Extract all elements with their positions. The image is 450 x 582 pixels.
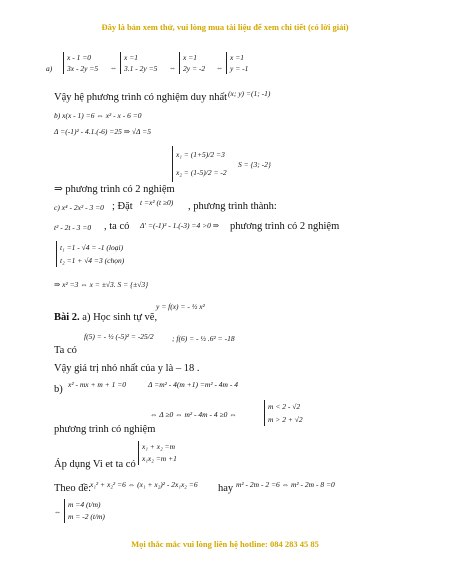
equivalence-arrow: ⇔ (216, 64, 223, 72)
bai2-theo-math: x₁² + x₂² =6 ⇔ (x₁ + x₂)² - 2x₁x₂ =6 (90, 480, 198, 489)
part-b-line-2: Δ =(-1)² - 4.1.(-6) =25 ⇒ √Δ =5 (54, 127, 151, 136)
part-c-equation: c) x⁴ - 2x² - 3 =0 (54, 203, 104, 212)
part-b-line-1: b) x(x - 1) =6 ⇔ x² - x - 6 =0 (54, 111, 142, 120)
final-arrow: ⇔ (54, 508, 61, 516)
bai2-part-b-label: b) (54, 384, 63, 395)
part-c-two-roots: phương trình có 2 nghiệm (230, 221, 340, 232)
part-c-transform-text: , phương trình thành: (188, 201, 277, 212)
bottom-banner: Mọi thắc mắc vui lòng liên hệ hotline: 084 283 45 85 (131, 539, 319, 549)
part-c-dat-text: ; Đặt (112, 201, 133, 212)
bai2-condition-text: phương trình có nghiệm (54, 424, 156, 435)
part-b-conclusion: ⇒ phương trình có 2 nghiệm (54, 184, 175, 195)
part-b-roots: x₁ = (1+5)/2 =3 x₂ = (1-5)/2 = -2 (172, 146, 227, 182)
bai2-f5: f(5) = - ½ (-5)² = -25/2 (84, 332, 154, 341)
part-a-conclusion: Vậy hệ phương trình có nghiệm duy nhất (54, 92, 228, 103)
bai2-ta-co: Ta có (54, 345, 77, 356)
bai2-b-delta: Δ =m² - 4(m +1) =m² - 4m - 4 (148, 380, 238, 389)
part-a-system-2: x =1 3.1 - 2y =5 (120, 52, 157, 74)
part-a-system-3: x =1 2y = -2 (179, 52, 205, 74)
bai2-vieta-system: x₁ + x₂ =m x₁x₂ =m +1 (138, 441, 177, 465)
bai2-part-a-text: a) Học sinh tự vẽ, (82, 312, 158, 323)
part-c-final: ⇒ x² =3 ⇔ x = ±√3. S = {±√3} (54, 280, 149, 289)
equivalence-arrow: ⇔ (110, 64, 117, 72)
bai2-vieta-text: Áp dụng Vi et ta có (54, 459, 136, 470)
bai2-min-text: Vậy giá trị nhỏ nhất của y là – 18 . (54, 363, 200, 374)
bai2-title: Bài 2. (54, 312, 80, 323)
bai2-function: y = f(x) = - ½ x² (156, 302, 205, 311)
bai2-hay: hay (218, 483, 234, 494)
part-c-delta: Δ' =(-1)² - 1.(-3) =4 >0 ⇒ (140, 221, 220, 230)
equivalence-arrow: ⇔ (169, 64, 176, 72)
part-a-system-1: x - 1 =0 3x - 2y =5 (63, 52, 98, 74)
part-a-label: a) (46, 64, 53, 73)
bai2-f6: ; f(6) = - ½ .6² = -18 (172, 334, 235, 343)
part-c-substitution: t =x² (t ≥0) (140, 198, 174, 207)
bai2-hay-math: m² - 2m - 2 =6 ⇔ m² - 2m - 8 =0 (236, 480, 335, 489)
bai2-condition-system: m < 2 - √2 m > 2 + √2 (264, 400, 303, 426)
bai2-condition-math: ⇔ Δ ≥0 ⇔ m² - 4m - 4 ≥0 ⇔ (150, 410, 237, 419)
bai2-heading (54, 312, 157, 323)
bai2-b-equation: x² - mx + m + 1 =0 (68, 380, 127, 389)
part-c-ta-co: , ta có (104, 221, 130, 232)
top-banner: Đây là bản xem thử, vui lòng mua tài liệu để xem chi tiết (có lời giải) (101, 22, 349, 32)
part-a-solution: (x; y) =(1; -1) (228, 89, 271, 98)
part-c-t-roots: t₁ =1 - √4 = -1 (loại) t₂ =1 + √4 =3 (chọn) (56, 241, 124, 267)
bai2-final-system: m =4 (t/m) m = -2 (t/m) (64, 499, 105, 523)
part-a-system-4: x =1 y = -1 (226, 52, 248, 74)
part-b-solution-set: S = {3; -2} (238, 160, 271, 169)
bai2-theo-de: Theo đề: (54, 483, 92, 494)
part-c-t-equation: t² - 2t - 3 =0 (54, 223, 92, 232)
